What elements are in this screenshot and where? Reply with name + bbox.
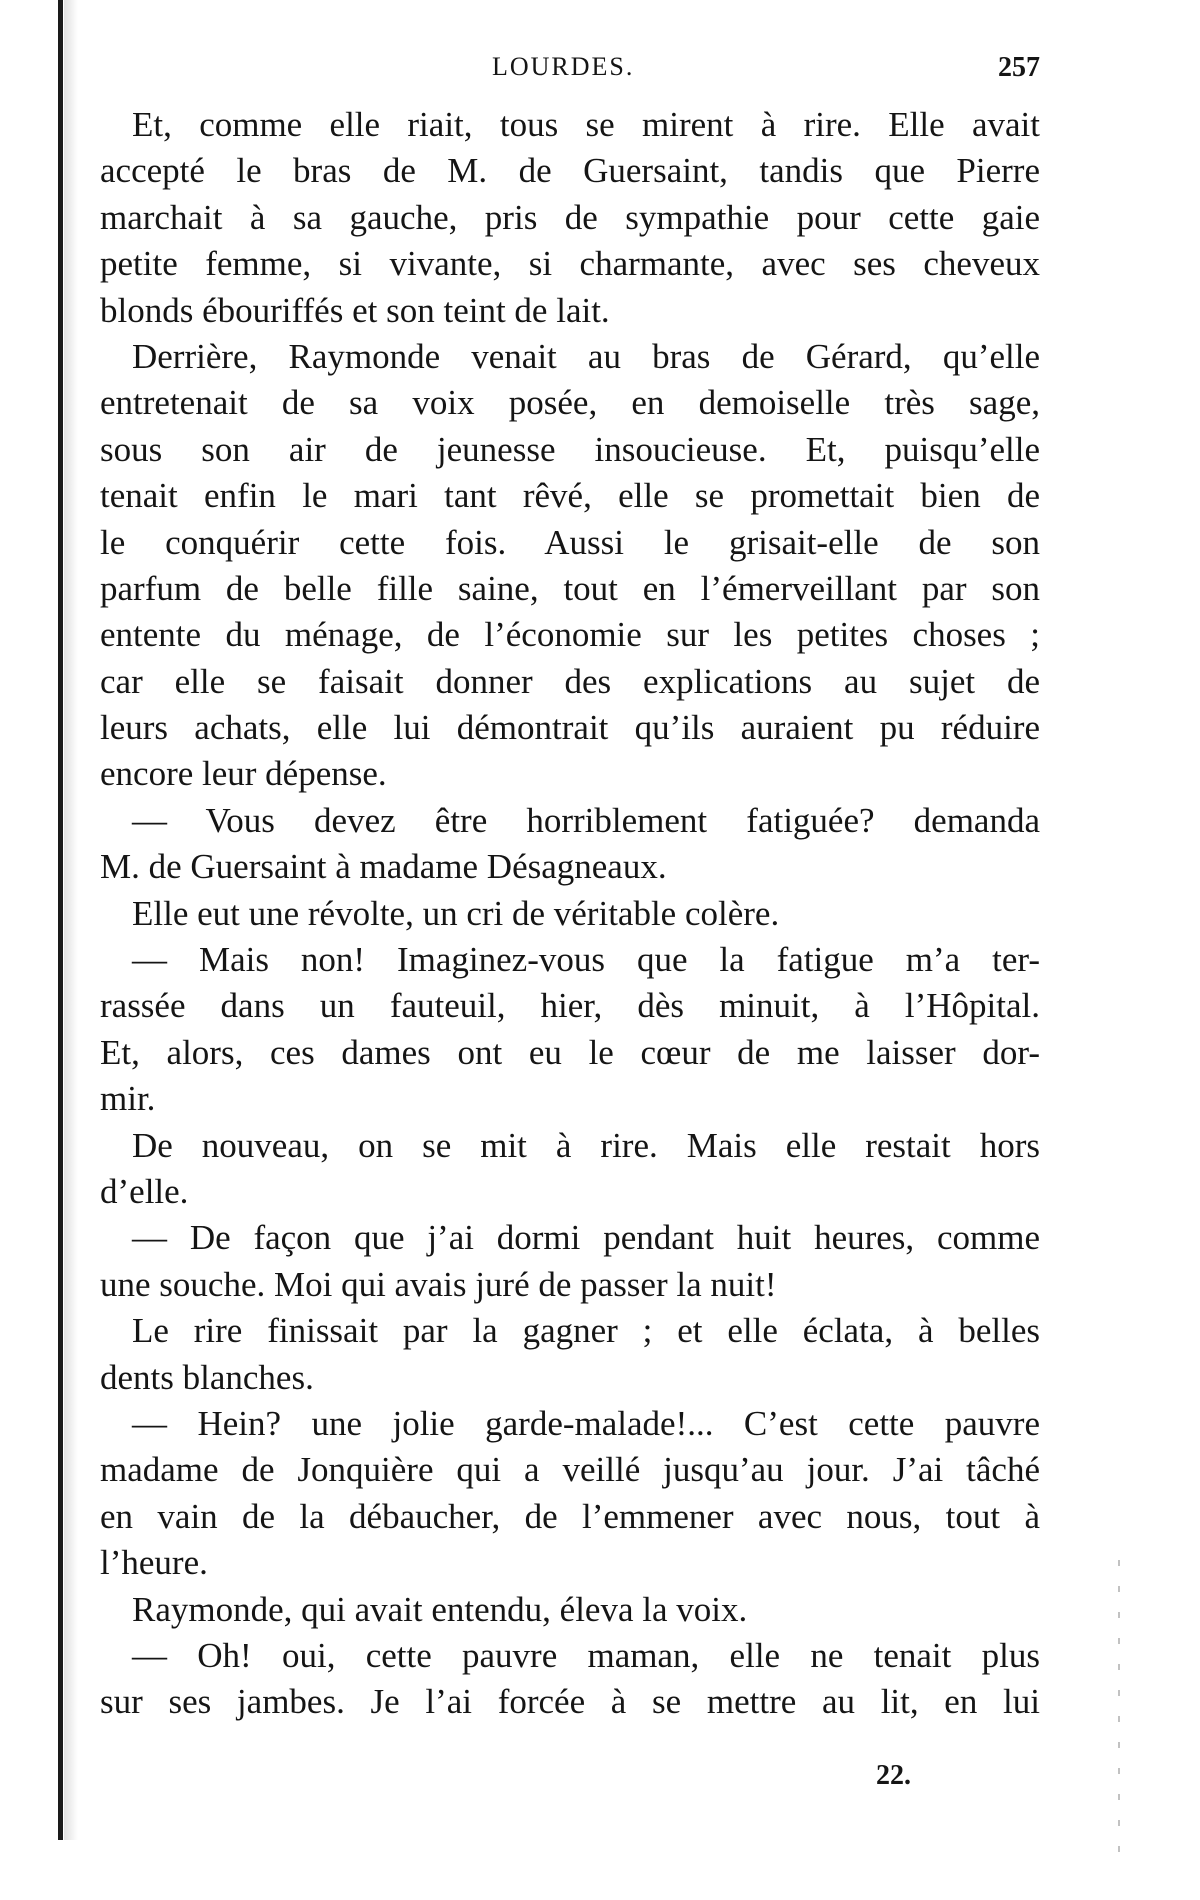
text-line: en vain de la débaucher, de l’emmener avec nous, tout à: [100, 1496, 1040, 1536]
page-number: 257: [998, 52, 1040, 83]
text-line: une souche. Moi qui avais juré de passer la nuit!: [100, 1264, 777, 1304]
text-line: marchait à sa gauche, pris de sympathie pour cette gaie: [100, 197, 1040, 237]
text-line: entente du ménage, de l’économie sur les petites choses ;: [100, 615, 1040, 655]
text-line: Elle eut une révolte, un cri de véritable colère.: [132, 893, 780, 933]
text-line: tenait enfin le mari tant rêvé, elle se promettait bien de: [100, 476, 1040, 516]
text-line: le conquérir cette fois. Aussi le grisait-elle de son: [100, 522, 1040, 562]
body-text: [100, 102, 1040, 1726]
text-line: Raymonde, qui avait entendu, éleva la voix.: [132, 1589, 748, 1629]
text-line: car elle se faisait donner des explications au sujet de: [100, 661, 1040, 701]
text-line: M. de Guersaint à madame Désagneaux.: [100, 847, 667, 887]
text-line: De nouveau, on se mit à rire. Mais elle restait hors: [132, 1125, 1040, 1165]
text-line: sur ses jambes. Je l’ai forcée à se mettre au lit, en lui: [100, 1682, 1040, 1722]
text-line: — De façon que j’ai dormi pendant huit heures, comme: [132, 1218, 1040, 1258]
book-spine-shadow: [58, 0, 63, 1840]
text-line: d’elle.: [100, 1171, 189, 1211]
text-line: Et, comme elle riait, tous se mirent à rire. Elle avait: [132, 105, 1040, 144]
text-line: mir.: [100, 1079, 156, 1119]
text-line: — Mais non! Imaginez-vous que la fatigue m’a ter-: [132, 940, 1040, 980]
text-line: accepté le bras de M. de Guersaint, tandis que Pierre: [100, 151, 1040, 191]
text-line: parfum de belle fille saine, tout en l’émerveillant par son: [100, 568, 1040, 608]
text-line: rassée dans un fauteuil, hier, dès minuit, à l’Hôpital.: [100, 986, 1040, 1026]
text-line: l’heure.: [100, 1543, 208, 1583]
text-line: encore leur dépense.: [100, 754, 387, 794]
text-line: sous son air de jeunesse insoucieuse. Et, puisqu’elle: [100, 429, 1040, 469]
text-line: — Oh! oui, cette pauvre maman, elle ne tenait plus: [132, 1635, 1040, 1675]
text-line: Le rire finissait par la gagner ; et elle éclata, à belles: [132, 1311, 1040, 1351]
gutter-shading: [64, 0, 78, 1840]
text-line: madame de Jonquière qui a veillé jusqu’au jour. J’ai tâché: [100, 1450, 1040, 1490]
text-line: — Vous devez être horriblement fatiguée? demanda: [132, 800, 1040, 840]
text-line: dents blanches.: [100, 1357, 314, 1397]
page-edge-marks: [1118, 1560, 1120, 1860]
running-title: LOURDES.: [492, 52, 635, 81]
text-line: leurs achats, elle lui démontrait qu’ils auraient pu réduire: [100, 708, 1040, 748]
text-line: blonds ébouriffés et son teint de lait.: [100, 290, 610, 330]
page-header: [100, 52, 1040, 92]
text-line: — Hein? une jolie garde-malade!... C’est cette pauvre: [132, 1403, 1040, 1443]
text-line: Et, alors, ces dames ont eu le cœur de me laisser dor-: [100, 1032, 1040, 1072]
text-line: Derrière, Raymonde venait au bras de Gérard, qu’elle: [132, 336, 1040, 376]
text-line: petite femme, si vivante, si charmante, avec ses cheveux: [100, 244, 1040, 284]
signature-mark: 22.: [876, 1760, 911, 1791]
text-line: entretenait de sa voix posée, en demoiselle très sage,: [100, 383, 1040, 423]
